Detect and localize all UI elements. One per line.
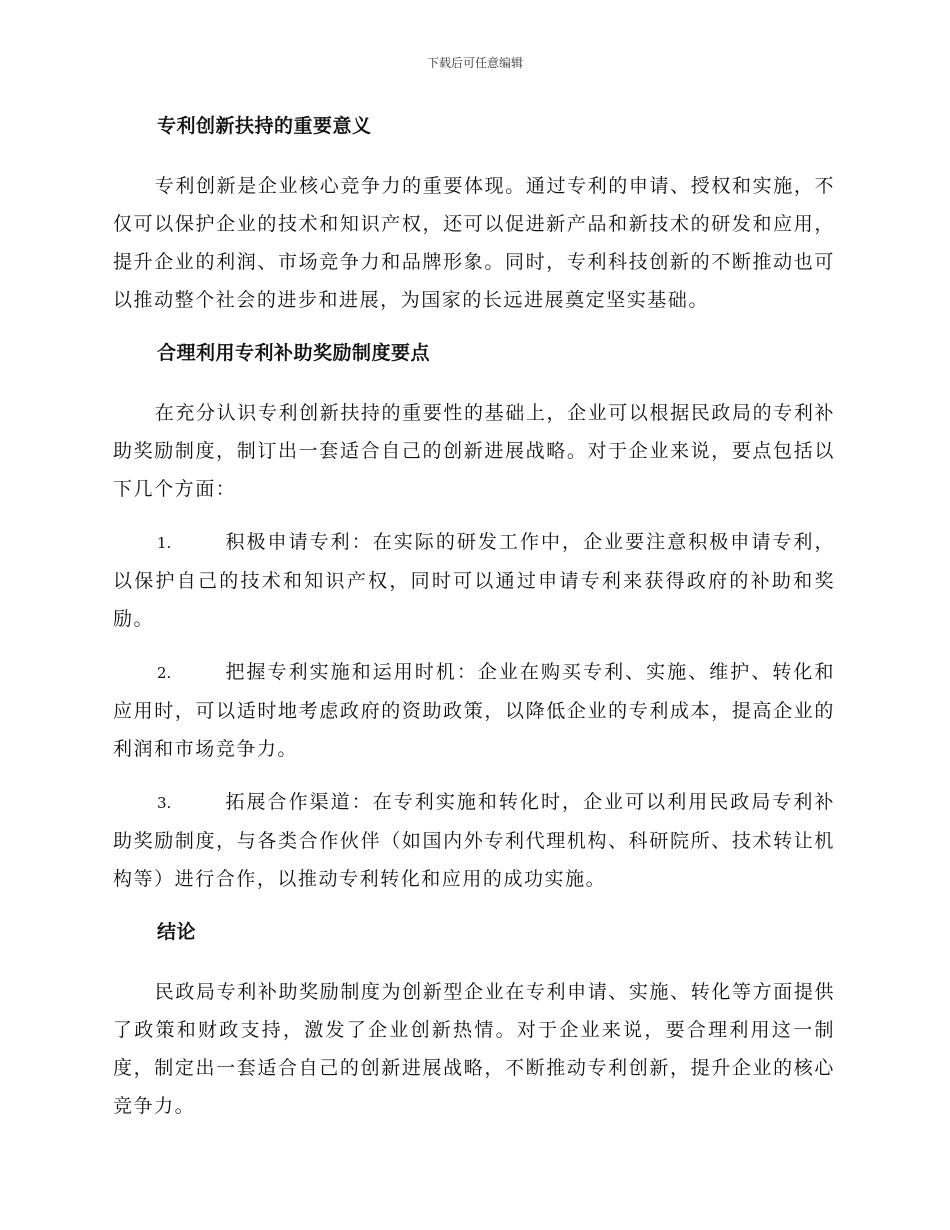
page-header-note: 下载后可任意编辑 <box>426 56 523 70</box>
section-heading-conclusion: 结论 <box>157 921 197 943</box>
list-item-text: 拓展合作渠道：在专利实施和转化时，企业可以利用民政局专利补助奖励制度，与各类合作伙伴（如国内外专利代理机构、科研院所、技术转让机构等）进行合作，以推动专利转化和应用的成功实施。 <box>113 791 835 890</box>
list-item-number: 1. <box>157 534 172 552</box>
list-item-text: 积极申请专利：在实际的研发工作中，企业要注意积极申请专利，以保护自己的技术和知识产权，同时可以通过申请专利来获得政府的补助和奖励。 <box>113 531 835 630</box>
document-body <box>113 107 835 1140</box>
list-item <box>113 523 835 638</box>
paragraph-key-points-intro: 在充分认识专利创新扶持的重要性的基础上，企业可以根据民政局的专利补助奖励制度，制订出一套适合自己的创新进展战略。对于企业来说，要点包括以下几个方面： <box>113 402 835 500</box>
list-item <box>113 653 835 768</box>
section-heading-key-points: 合理利用专利补助奖励制度要点 <box>157 342 431 364</box>
section-heading-significance: 专利创新扶持的重要意义 <box>157 115 372 137</box>
list-item-text: 把握专利实施和运用时机：企业在购买专利、实施、维护、转化和应用时，可以适时地考虑政府的资助政策，以降低企业的专利成本，提高企业的利润和市场竞争力。 <box>113 661 835 760</box>
paragraph-conclusion: 民政局专利补助奖励制度为创新型企业在专利申请、实施、转化等方面提供了政策和财政支持，激发了企业创新热情。对于企业来说，要合理利用这一制度，制定出一套适合自己的创新进展战略，不断推动专利创新，提升企业的核心竞争力。 <box>113 981 835 1117</box>
list-item-number: 2. <box>157 664 172 682</box>
list-item-number: 3. <box>157 794 172 812</box>
paragraph-significance: 专利创新是企业核心竞争力的重要体现。通过专利的申请、授权和实施，不仅可以保护企业的技术和知识产权，还可以促进新产品和新技术的研发和应用，提升企业的利润、市场竞争力和品牌形象。同时，专利科技创新的不断推动也可以推动整个社会的进步和进展，为国家的长远进展奠定坚实基础。 <box>113 175 835 311</box>
list-item <box>113 783 835 898</box>
